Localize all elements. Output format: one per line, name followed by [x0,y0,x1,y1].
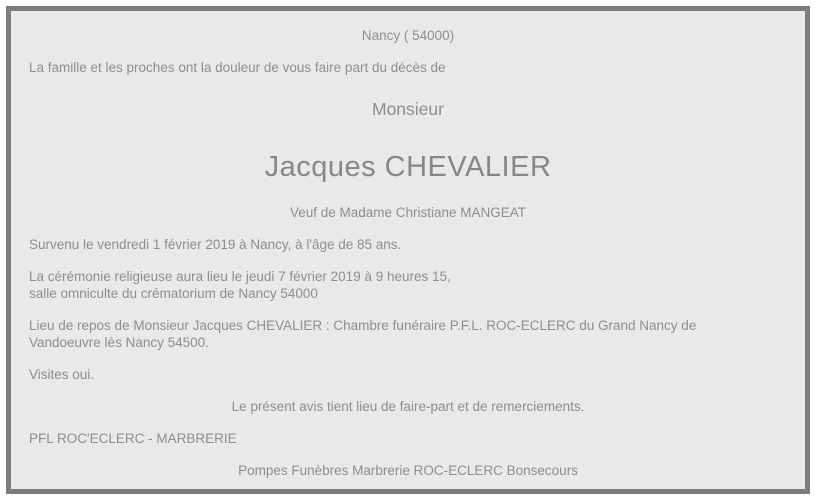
death-details: Survenu le vendredi 1 février 2019 à Nancy, à l'âge de 85 ans. [29,237,402,252]
ceremony-details [29,268,787,302]
repose-details [29,317,787,351]
visits-info: Visites oui. [29,367,95,382]
notice-location: Nancy ( 54000) [361,28,455,43]
widower-of: Veuf de Madame Christiane MANGEAT [289,205,527,220]
notice-intro: La famille et les proches ont la douleur de vous faire part du décès de [29,60,446,75]
ceremony-line-1: La cérémonie religieuse aura lieu le jeudi 7 février 2019 à 9 heures 15, [29,269,451,284]
deceased-name: Jacques CHEVALIER [264,151,552,183]
repose-line-2: Vandoeuvre lès Nancy 54500. [29,335,209,350]
death-notice-card [6,6,810,494]
repose-line-1: Lieu de repos de Monsieur Jacques CHEVALIER : Chambre funéraire P.F.L. ROC-ECLERC du Grand Nancy de [29,318,697,333]
funeral-home-signature: Pompes Funèbres Marbrerie ROC-ECLERC Bonsecours [238,463,578,478]
funeral-home-name: PFL ROC'ECLERC - MARBRERIE [29,431,237,446]
closing-notice: Le présent avis tient lieu de faire-part et de remerciements. [231,399,585,414]
ceremony-line-2: salle omniculte du crématorium de Nancy 54000 [29,286,318,301]
civility-title: Monsieur [372,99,444,119]
